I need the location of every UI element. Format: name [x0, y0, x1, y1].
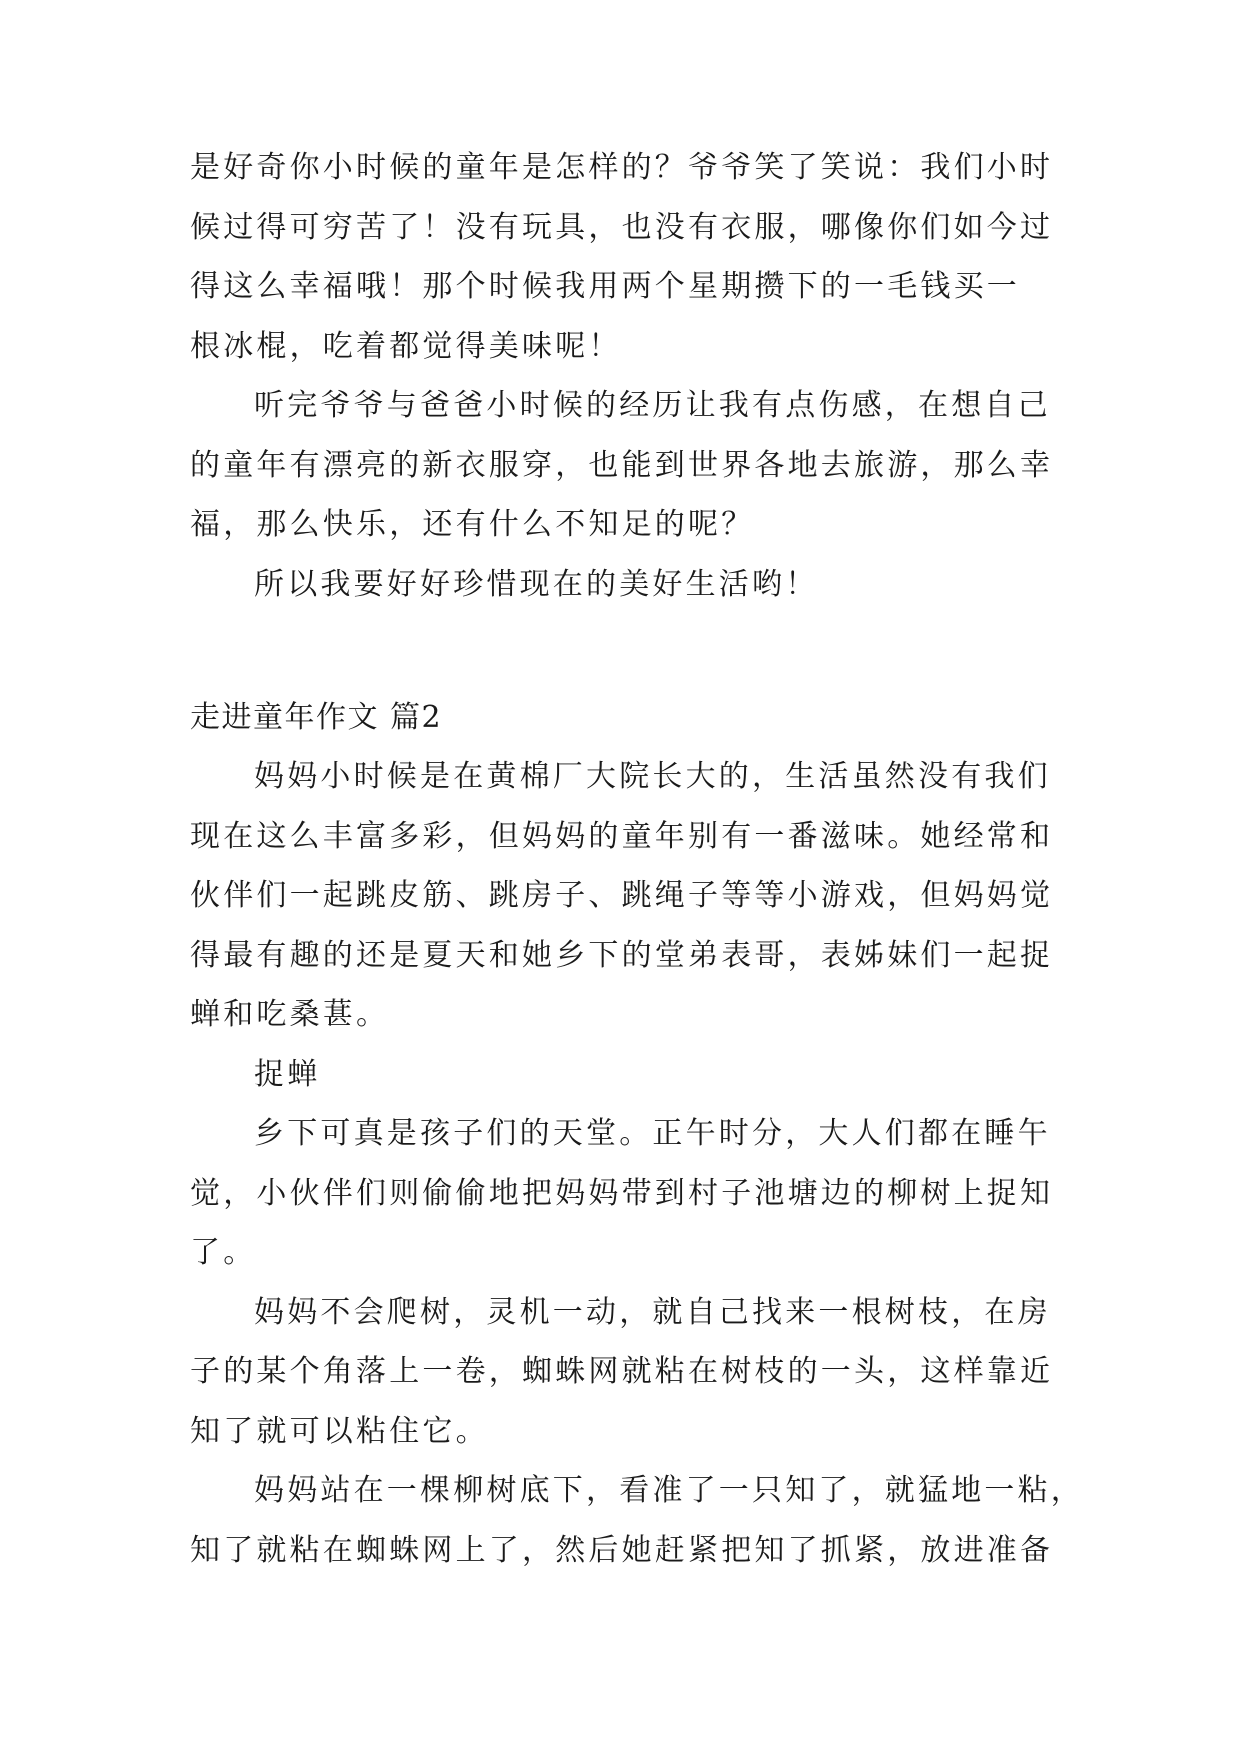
text-line: 所以我要好好珍惜现在的美好生活哟！	[254, 566, 819, 602]
section-2	[190, 747, 1084, 1580]
section-1	[190, 138, 1054, 614]
text-line: 候过得可穷苦了！没有玩具，也没有衣服，哪像你们如今过	[190, 209, 1054, 245]
text-line: 得最有趣的还是夏天和她乡下的堂弟表哥，表姊妹们一起捉	[190, 937, 1054, 973]
text-line: 妈妈站在一棵柳树底下，看准了一只知了，就猛地一粘，	[254, 1473, 1084, 1508]
paragraph	[190, 138, 1054, 376]
text-line: 是好奇你小时候的童年是怎样的？爷爷笑了笑说：我们小时	[190, 150, 1054, 185]
text-line: 妈妈不会爬树，灵机一动，就自己找来一根树枝，在房	[254, 1294, 1051, 1330]
text-line: 乡下可真是孩子们的天堂。正午时分，大人们都在睡午	[254, 1116, 1051, 1151]
text-line: 伙伴们一起跳皮筋、跳房子、跳绳子等等小游戏，但妈妈觉	[190, 878, 1054, 913]
section-heading: 走进童年作文 篇2	[190, 700, 443, 735]
paragraph	[190, 376, 1054, 555]
paragraph	[190, 1104, 1054, 1283]
text-line: 根冰棍，吃着都觉得美味呢！	[190, 328, 622, 364]
paragraph	[190, 1283, 1054, 1462]
paragraph	[190, 1045, 1050, 1105]
text-line: 的童年有漂亮的新衣服穿，也能到世界各地去旅游，那么幸	[190, 447, 1054, 483]
subheading-line: 捉蝉	[254, 1056, 321, 1092]
text-line: 听完爷爷与爸爸小时候的经历让我有点伤感，在想自己	[254, 388, 1051, 423]
text-line: 子的某个角落上一卷，蜘蛛网就粘在树枝的一头，这样靠近	[190, 1354, 1054, 1389]
paragraph	[190, 1461, 1084, 1580]
text-line: 了。	[190, 1235, 257, 1270]
text-line: 觉，小伙伴们则偷偷地把妈妈带到村子池塘边的柳树上捉知	[190, 1175, 1054, 1211]
text-line: 知了就可以粘住它。	[190, 1413, 489, 1449]
text-line: 福，那么快乐，还有什么不知足的呢？	[190, 507, 755, 542]
paragraph	[190, 555, 1050, 615]
text-line: 现在这么丰富多彩，但妈妈的童年别有一番滋味。她经常和	[190, 818, 1054, 854]
text-line: 妈妈小时候是在黄棉厂大院长大的，生活虽然没有我们	[254, 759, 1051, 794]
paragraph	[190, 747, 1054, 1045]
text-line: 蝉和吃桑葚。	[190, 997, 390, 1032]
text-line: 得这么幸福哦！那个时候我用两个星期攒下的一毛钱买一	[190, 269, 1020, 304]
text-line: 知了就粘在蜘蛛网上了，然后她赶紧把知了抓紧，放进准备	[190, 1532, 1054, 1568]
